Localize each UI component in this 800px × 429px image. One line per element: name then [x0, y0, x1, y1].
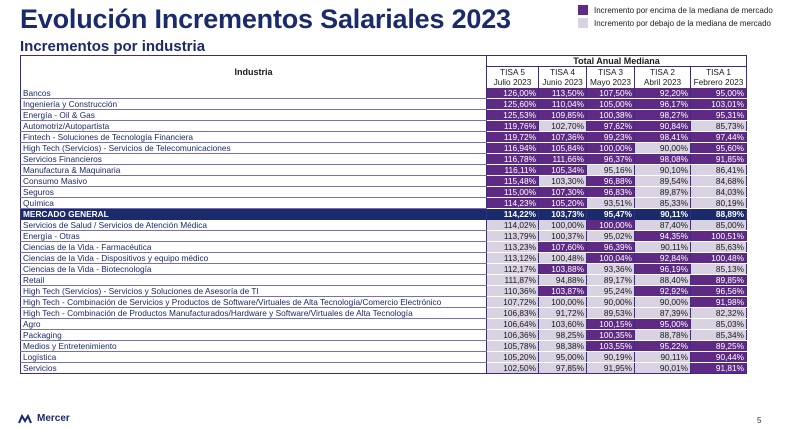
- value-cell: 95,22%: [635, 340, 691, 351]
- column-header-date: Febrero 2023: [693, 77, 744, 88]
- value-cell: 96,56%: [691, 285, 747, 296]
- value-cell: 96,83%: [587, 186, 635, 197]
- value-cell: 90,44%: [691, 351, 747, 362]
- value-cell: 90,00%: [635, 142, 691, 153]
- value-cell: 95,31%: [691, 109, 747, 120]
- value-cell: 107,72%: [487, 296, 539, 307]
- value-cell: 98,08%: [635, 153, 691, 164]
- legend: [578, 4, 773, 30]
- mercer-logo-text: Mercer: [37, 413, 70, 424]
- industry-cell: Química: [21, 197, 487, 208]
- value-cell: 105,78%: [487, 340, 539, 351]
- value-cell: 89,87%: [635, 186, 691, 197]
- value-cell: 107,36%: [539, 131, 587, 142]
- salary-increase-table: [20, 55, 747, 374]
- value-cell: 100,15%: [587, 318, 635, 329]
- value-cell: 114,22%: [487, 208, 539, 219]
- value-cell: 89,54%: [635, 175, 691, 186]
- value-cell: 96,37%: [587, 153, 635, 164]
- industry-cell: High Tech (Servicios) - Servicios de Telecomunicaciones: [21, 142, 487, 153]
- value-cell: 103,88%: [539, 263, 587, 274]
- page-title: Evolución Incrementos Salariales 2023: [20, 4, 511, 34]
- value-cell: 90,84%: [635, 120, 691, 131]
- column-header-date: Mayo 2023: [589, 77, 632, 88]
- page-number: 5: [757, 416, 762, 425]
- value-cell: 96,17%: [635, 98, 691, 109]
- value-cell: 85,63%: [691, 241, 747, 252]
- value-cell: 100,37%: [539, 230, 587, 241]
- value-cell: 87,40%: [635, 219, 691, 230]
- table-row: [21, 296, 747, 307]
- value-cell: 113,50%: [539, 88, 587, 99]
- value-cell: 100,48%: [691, 252, 747, 263]
- industry-cell: Ciencias de la Vida - Farmacéutica: [21, 241, 487, 252]
- industry-cell: High Tech - Combinación de Servicios y Productos de Software/Virtuales de Alta Tecnología/Comercio Electrónico: [21, 296, 487, 307]
- industry-header: Industria: [21, 56, 487, 88]
- value-cell: 100,51%: [691, 230, 747, 241]
- table-row: [21, 307, 747, 318]
- table-row: [21, 340, 747, 351]
- value-cell: 125,53%: [487, 109, 539, 120]
- value-cell: 100,35%: [587, 329, 635, 340]
- value-cell: 100,00%: [539, 296, 587, 307]
- value-cell: 116,94%: [487, 142, 539, 153]
- value-cell: 114,23%: [487, 197, 539, 208]
- value-cell: 94,35%: [635, 230, 691, 241]
- value-cell: 109,85%: [539, 109, 587, 120]
- industry-cell: Agro: [21, 318, 487, 329]
- industry-cell: Manufactura & Maquinaria: [21, 164, 487, 175]
- legend-label-below: Incremento por debajo de la mediana de mercado: [594, 18, 771, 28]
- value-cell: 88,78%: [635, 329, 691, 340]
- table-row: [21, 362, 747, 373]
- value-cell: 93,36%: [587, 263, 635, 274]
- column-header: [587, 67, 635, 88]
- value-cell: 97,44%: [691, 131, 747, 142]
- value-cell: 90,00%: [635, 296, 691, 307]
- industry-cell: Bancos: [21, 88, 487, 99]
- value-cell: 82,32%: [691, 307, 747, 318]
- value-cell: 105,84%: [539, 142, 587, 153]
- value-cell: 96,39%: [587, 241, 635, 252]
- value-cell: 103,60%: [539, 318, 587, 329]
- legend-item-above: [578, 4, 773, 16]
- table-row: [21, 131, 747, 142]
- industry-cell: High Tech - Combinación de Productos Manufacturados/Hardware y Software/Virtuales de Alta Tecnología: [21, 307, 487, 318]
- mercer-logo-icon: [18, 414, 34, 424]
- value-cell: 116,11%: [487, 164, 539, 175]
- value-cell: 88,89%: [691, 208, 747, 219]
- table-row: [21, 98, 747, 109]
- value-cell: 105,20%: [539, 197, 587, 208]
- value-cell: 95,02%: [587, 230, 635, 241]
- table-row: [21, 186, 747, 197]
- value-cell: 107,30%: [539, 186, 587, 197]
- value-cell: 85,03%: [691, 318, 747, 329]
- value-cell: 115,48%: [487, 175, 539, 186]
- value-cell: 95,00%: [539, 351, 587, 362]
- table-row: [21, 120, 747, 131]
- industry-cell: Energía - Oil & Gas: [21, 109, 487, 120]
- value-cell: 119,72%: [487, 131, 539, 142]
- table-row: [21, 241, 747, 252]
- value-cell: 90,01%: [635, 362, 691, 373]
- value-cell: 98,41%: [635, 131, 691, 142]
- value-cell: 95,00%: [635, 318, 691, 329]
- table-row: [21, 175, 747, 186]
- value-cell: 103,55%: [587, 340, 635, 351]
- value-cell: 92,92%: [635, 285, 691, 296]
- value-cell: 105,34%: [539, 164, 587, 175]
- value-cell: 100,48%: [539, 252, 587, 263]
- column-header-name: TISA 4: [550, 67, 575, 78]
- table-row: [21, 285, 747, 296]
- value-cell: 85,33%: [635, 197, 691, 208]
- value-cell: 91,72%: [539, 307, 587, 318]
- industry-cell: Ingeniería y Construcción: [21, 98, 487, 109]
- industry-cell: Packaging: [21, 329, 487, 340]
- value-cell: 111,66%: [539, 153, 587, 164]
- table-row: [21, 329, 747, 340]
- value-cell: 113,12%: [487, 252, 539, 263]
- value-cell: 90,11%: [635, 241, 691, 252]
- value-cell: 112,17%: [487, 263, 539, 274]
- column-header-name: TISA 1: [706, 67, 731, 78]
- industry-cell: Servicios Financieros: [21, 153, 487, 164]
- industry-cell: MERCADO GENERAL: [21, 208, 487, 219]
- value-cell: 98,38%: [539, 340, 587, 351]
- value-cell: 105,20%: [487, 351, 539, 362]
- value-cell: 116,78%: [487, 153, 539, 164]
- value-cell: 113,23%: [487, 241, 539, 252]
- industry-cell: Servicios de Salud / Servicios de Atención Médica: [21, 219, 487, 230]
- group-header: Total Anual Mediana: [487, 56, 747, 67]
- industry-cell: Servicios: [21, 362, 487, 373]
- value-cell: 85,73%: [691, 120, 747, 131]
- value-cell: 110,36%: [487, 285, 539, 296]
- column-header: [691, 67, 747, 88]
- value-cell: 89,85%: [691, 274, 747, 285]
- column-header-name: TISA 2: [650, 67, 675, 78]
- mercer-logo: [18, 413, 70, 424]
- value-cell: 85,00%: [691, 219, 747, 230]
- value-cell: 96,88%: [587, 175, 635, 186]
- value-cell: 91,98%: [691, 296, 747, 307]
- value-cell: 113,79%: [487, 230, 539, 241]
- value-cell: 106,64%: [487, 318, 539, 329]
- table-row: [21, 274, 747, 285]
- value-cell: 105,00%: [587, 98, 635, 109]
- legend-swatch-above: [578, 5, 588, 15]
- table-row: [21, 318, 747, 329]
- table-row: [21, 230, 747, 241]
- value-cell: 103,30%: [539, 175, 587, 186]
- column-header: [487, 67, 539, 88]
- value-cell: 84,03%: [691, 186, 747, 197]
- value-cell: 110,04%: [539, 98, 587, 109]
- value-cell: 84,68%: [691, 175, 747, 186]
- column-header-name: TISA 5: [500, 67, 525, 78]
- column-header-date: Abril 2023: [643, 77, 682, 88]
- legend-label-above: Incremento por encima de la mediana de mercado: [594, 5, 773, 15]
- value-cell: 93,51%: [587, 197, 635, 208]
- value-cell: 99,23%: [587, 131, 635, 142]
- industry-cell: Consumo Masivo: [21, 175, 487, 186]
- value-cell: 97,62%: [587, 120, 635, 131]
- table-row: [21, 153, 747, 164]
- value-cell: 85,13%: [691, 263, 747, 274]
- value-cell: 89,53%: [587, 307, 635, 318]
- value-cell: 89,17%: [587, 274, 635, 285]
- industry-cell: Logística: [21, 351, 487, 362]
- column-header-name: TISA 3: [598, 67, 623, 78]
- value-cell: 98,27%: [635, 109, 691, 120]
- value-cell: 100,38%: [587, 109, 635, 120]
- table-row: [21, 351, 747, 362]
- table-row: [21, 252, 747, 263]
- value-cell: 91,81%: [691, 362, 747, 373]
- value-cell: 91,95%: [587, 362, 635, 373]
- value-cell: 97,85%: [539, 362, 587, 373]
- value-cell: 106,83%: [487, 307, 539, 318]
- value-cell: 107,50%: [587, 88, 635, 99]
- industry-cell: Ciencias de la Vida - Biotecnología: [21, 263, 487, 274]
- value-cell: 95,24%: [587, 285, 635, 296]
- value-cell: 91,85%: [691, 153, 747, 164]
- value-cell: 102,50%: [487, 362, 539, 373]
- value-cell: 95,47%: [587, 208, 635, 219]
- value-cell: 92,20%: [635, 88, 691, 99]
- value-cell: 90,00%: [587, 296, 635, 307]
- value-cell: 100,04%: [587, 252, 635, 263]
- table-row: [21, 142, 747, 153]
- table-row: [21, 164, 747, 175]
- table-row: [21, 263, 747, 274]
- value-cell: 100,00%: [539, 219, 587, 230]
- legend-item-below: [578, 17, 773, 29]
- value-cell: 98,25%: [539, 329, 587, 340]
- value-cell: 95,16%: [587, 164, 635, 175]
- industry-cell: Ciencias de la Vida - Dispositivos y equipo médico: [21, 252, 487, 263]
- value-cell: 80,19%: [691, 197, 747, 208]
- column-header-date: Junio 2023: [542, 77, 583, 88]
- column-header-date: Julio 2023: [493, 77, 532, 88]
- value-cell: 115,00%: [487, 186, 539, 197]
- industry-cell: High Tech (Servicios) - Servicios y Soluciones de Asesoría de TI: [21, 285, 487, 296]
- value-cell: 126,00%: [487, 88, 539, 99]
- column-header: [539, 67, 587, 88]
- value-cell: 85,34%: [691, 329, 747, 340]
- value-cell: 106,36%: [487, 329, 539, 340]
- value-cell: 95,60%: [691, 142, 747, 153]
- industry-cell: Automotriz/Autopartista: [21, 120, 487, 131]
- value-cell: 87,39%: [635, 307, 691, 318]
- value-cell: 88,40%: [635, 274, 691, 285]
- table-row: [21, 109, 747, 120]
- value-cell: 90,11%: [635, 208, 691, 219]
- value-cell: 96,19%: [635, 263, 691, 274]
- value-cell: 86,41%: [691, 164, 747, 175]
- industry-cell: Retail: [21, 274, 487, 285]
- value-cell: 111,87%: [487, 274, 539, 285]
- value-cell: 125,60%: [487, 98, 539, 109]
- legend-swatch-below: [578, 18, 588, 28]
- value-cell: 107,60%: [539, 241, 587, 252]
- value-cell: 89,25%: [691, 340, 747, 351]
- value-cell: 100,00%: [587, 142, 635, 153]
- industry-cell: Energía - Otras: [21, 230, 487, 241]
- table-row: [21, 88, 747, 99]
- value-cell: 114,02%: [487, 219, 539, 230]
- value-cell: 94,88%: [539, 274, 587, 285]
- industry-cell: Fintech - Soluciones de Tecnología Financiera: [21, 131, 487, 142]
- value-cell: 103,87%: [539, 285, 587, 296]
- value-cell: 103,01%: [691, 98, 747, 109]
- table-row: [21, 219, 747, 230]
- value-cell: 90,11%: [635, 351, 691, 362]
- market-row: [21, 208, 747, 219]
- value-cell: 102,70%: [539, 120, 587, 131]
- value-cell: 100,00%: [587, 219, 635, 230]
- page-subtitle: Incrementos por industria: [20, 38, 206, 55]
- value-cell: 95,00%: [691, 88, 747, 99]
- industry-cell: Medios y Entretenimiento: [21, 340, 487, 351]
- value-cell: 90,10%: [635, 164, 691, 175]
- industry-cell: Seguros: [21, 186, 487, 197]
- table-row: [21, 197, 747, 208]
- column-header: [635, 67, 691, 88]
- value-cell: 119,76%: [487, 120, 539, 131]
- value-cell: 92,84%: [635, 252, 691, 263]
- value-cell: 103,73%: [539, 208, 587, 219]
- value-cell: 90,19%: [587, 351, 635, 362]
